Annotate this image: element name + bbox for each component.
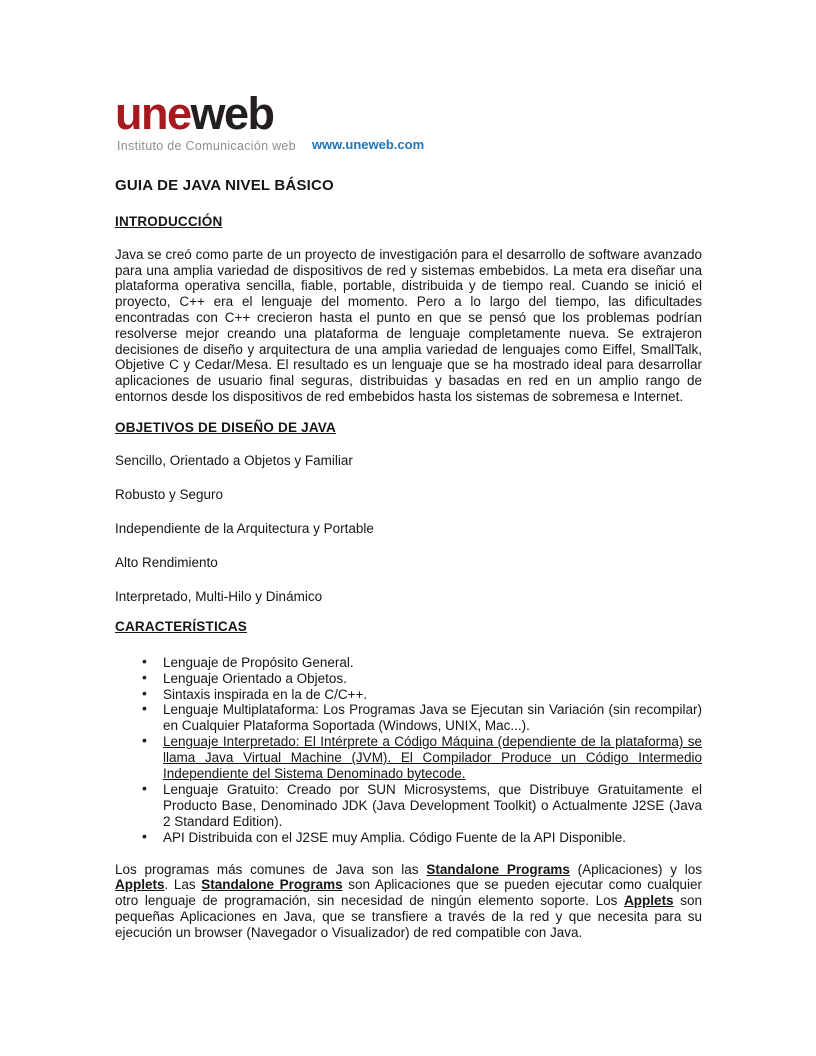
- text-run: . Las: [164, 877, 202, 893]
- website-link[interactable]: www.uneweb.com: [311, 136, 425, 152]
- bullet-item: • Sintaxis inspirada en la de C/C++.: [115, 687, 702, 703]
- logo-wordmark: [115, 88, 296, 139]
- objetivo-item: Robusto y Seguro: [115, 486, 224, 502]
- text-run: Los programas más comunes de Java son las: [115, 861, 427, 877]
- intro-paragraph: Java se creó como parte de un proyecto de investigación para el desarrollo de software avanzado para una amplia variedad de dispositivos de red y sistemas embebidos. La meta era diseñar una plataforma operativa sencilla, fiable, portable, distribuida y de tiempo real. Cuando se inició el proyecto, C++ era el lenguaje del momento. Pero a lo largo del tiempo, las dificultades encontradas con C++ crecieron hasta el punto en que se pensó que los problemas podrían resolverse mejor creando una plataforma de lenguaje completamente nueva. Se extrajeron decisiones de diseño y arquitectura de una amplia variedad de lenguajes como Eiffel, SmallTalk, Objetive C y Cedar/Mesa. El resultado es un lenguaje que se ha mostrado ideal para desarrollar aplicaciones de usuario final seguras, distribuidas y basadas en red en un amplio rango de entornos desde los dispositivos de red embebidos hasta los sistemas de sobremesa e Internet.: [115, 246, 702, 404]
- uneweb-logo: [115, 88, 296, 153]
- bullet-item: • Lenguaje de Propósito General.: [115, 655, 702, 671]
- section-heading-caracteristicas: CARACTERÍSTICAS: [115, 618, 248, 634]
- objetivo-item: Alto Rendimiento: [115, 554, 218, 570]
- bullet-item: • Lenguaje Orientado a Objetos.: [115, 671, 702, 687]
- bullet-item: • Lenguaje Multiplataforma: Los Programas Java se Ejecutan sin Variación (sin recompilar) en Cualquier Plataforma Soportada (Windows, UNIX, Mac...).: [115, 702, 702, 734]
- logo-text-web: web: [190, 88, 274, 139]
- section-heading-objetivos: OBJETIVOS DE DISEÑO DE JAVA: [115, 419, 336, 435]
- objetivo-item: Independiente de la Arquitectura y Portable: [115, 520, 374, 536]
- header: [115, 88, 702, 153]
- closing-paragraph: [115, 862, 702, 941]
- objetivo-item: Interpretado, Multi-Hilo y Dinámico: [115, 588, 323, 604]
- text-run: son Aplicaciones que se pueden ejecutar como cualquier otro lenguaje de programación, sin necesidad de ningún elemento soporte. Los: [115, 877, 702, 909]
- text-run: (Aplicaciones) y los: [569, 861, 703, 877]
- logo-text-une: une: [115, 88, 191, 139]
- text-run: son pequeñas Aplicaciones en Java, que se transfiere a través de la red y que necesita para su ejecución un browser (Navegador o Visualizador) de red compatible con Java.: [115, 893, 702, 940]
- emphasized-term: Applets: [624, 893, 674, 909]
- bullet-item: • Lenguaje Gratuito: Creado por SUN Microsystems, que Distribuye Gratuitamente el Producto Base, Denominado JDK (Java Development Toolkit) o Actualmente J2SE (Java 2 Standard Edition).: [115, 782, 702, 830]
- emphasized-term: Applets: [115, 877, 165, 893]
- bullet-item: • API Distribuida con el J2SE muy Amplia. Código Fuente de la API Disponible.: [115, 830, 702, 846]
- document-title: GUIA DE JAVA NIVEL BÁSICO: [115, 176, 334, 194]
- emphasized-term: Standalone Programs: [201, 877, 343, 893]
- objetivo-item: Sencillo, Orientado a Objetos y Familiar: [115, 452, 353, 468]
- emphasized-term: Standalone Programs: [426, 861, 570, 877]
- section-heading-introduccion: INTRODUCCIÓN: [115, 213, 223, 229]
- caracteristicas-list: [115, 655, 702, 846]
- bullet-item: • Lenguaje Interpretado: El Intérprete a Código Máquina (dependiente de la plataforma) se llama Java Virtual Machine (JVM). El Compilador Produce un Código Intermedio Independiente del Sistema Denominado bytecode.: [115, 734, 702, 782]
- logo-tagline: Instituto de Comunicación web: [117, 138, 296, 153]
- objetivos-list: [115, 453, 702, 605]
